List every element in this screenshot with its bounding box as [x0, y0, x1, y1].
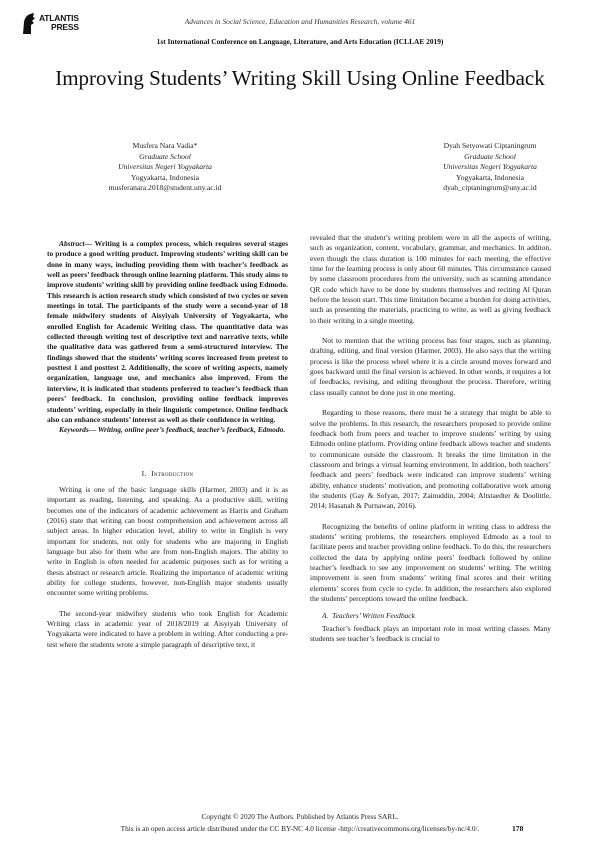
- right-column: [310, 233, 551, 644]
- section-heading-introduction: [47, 469, 288, 479]
- author-email[interactable]: dyah_ciptaningrum@uny.ac.id: [443, 183, 537, 193]
- abstract-text: Writing is a complex process, which requires several stages to produce a good writing product. Improving students’ writing skill can be done in many ways, including providing them with teacher’s feedback as well as peers’ feedback through online learning platform. This study aims to improve students’ writing skill by providing online feedback using Edmodo. This research is action research study which consisted of two cycles or seven meetings in total. The participants of the study were a second-year of 18 female midwifery students of Aisyiyah University of Yogyakarta, who enrolled English for Academic Writing class. The quantitative data was collected through writing test of descriptive text and narrative texts, while the qualitative data was gathered from a semi-structured interview. The findings showed that the students’ writing scores increased from pretest to posttest 1 and posttest 2. Additionally, the score of writing aspects, namely organization, language use, and mechanics also improved. From the interview, it is indicated that students preferred to teacher’s feedback than peers’ feedback. In conclusion, providing online feedback improves students’ writing, especially in their linguistic competence. Online feedback also can enhance students’ interest as well as their confidence in writing.: [47, 239, 288, 424]
- conference-name: 1st International Conference on Language, Literature, and Arts Education (ICLLAE 2019): [156, 37, 444, 46]
- author-university: Universitas Negeri Yogyakarta: [118, 162, 212, 172]
- author-block-1: [50, 141, 280, 194]
- paragraph: Teacher’s feedback plays an important role in most writing classes. Many students see teacher’s feedback is crucial to: [310, 623, 551, 644]
- keywords: [47, 425, 288, 435]
- paragraph: Regarding to those reasons, there must be a strategy that might be able to solve the problems. In this research, the researchers proposed to provide online feedback both from peers and teacher to improve students’ writing by using Edmodo online platform. Providing online feedback allows teacher and students to communicate outside the classroom. It breaks the time limitation in the classroom and brings a virtual learning environment. In addition, both teachers’ feedback and peers’ feedback were indicated can improve students’ writing ability, enhance students’ motivation, and promoting collaborative work among the students (Gay & Sofyan, 2017; Zainuddin, 2004; Altstaedter & Doolittle, 2014; Hasanah & Purnawan, 2016).: [310, 408, 551, 511]
- author-dept: Graduate School: [464, 151, 516, 161]
- author-university: Universitas Negeri Yogyakarta: [443, 162, 537, 172]
- subsection-label: A.: [322, 611, 329, 621]
- publisher-name-line1: ATLANTIS: [39, 13, 79, 23]
- page-number: 178: [512, 824, 524, 833]
- author-name: Dyah Setyowati Ciptaningrum: [443, 141, 537, 150]
- left-column: [47, 239, 288, 650]
- author-email[interactable]: musferanara.2018@student.uny.ac.id: [108, 183, 222, 193]
- paragraph: The second-year midwifery students who took English for Academic Writing class in academic year of 2018/2019 at Aisyiyah University of Yogyakarta were indicated to have a problem in writing. After conducting a pre-test where the students wrote a simple paragraph of descriptive text, it: [47, 608, 288, 649]
- journal-name: Advances in Social Science, Education and Humanities Research, volume 461: [184, 17, 416, 26]
- paragraph: Not to mention that the writing process has four stages, such as planning, drafting, editing, and final version (Harmer, 2003). He also says that the writing process is like the process wheel where it is a circle around moves forward and goes backward until the final version is achieved. In other words, it requires a lot of feedbacks, revising, and editing throughout the process. Therefore, writing class usually cannot be done just in one meeting.: [310, 336, 551, 397]
- author-location: Yogyakarta, Indonesia: [131, 172, 199, 182]
- subsection-title: Teachers’ Written Feedback: [332, 611, 415, 621]
- subsection-heading: [322, 611, 551, 621]
- author-location: Yogyakarta, Indonesia: [456, 172, 524, 182]
- paragraph: Recognizing the benefits of online platform in writing class to address the students’ writing problems, the researchers employed Edmodo as a tool to facilitate peers and teacher providing online feedback. To do this, the researchers collected the data by applying online peers’ feedback followed by online teacher’s feedback to see any improvement on students’ writing. The writing improvement is seen from students’ writing final scores and their writing elements’ scores from cycle to cycle. In addition, the researchers also explored the students’ perceptions toward the online feedback.: [310, 521, 551, 603]
- publisher-name-line2: PRESS: [50, 22, 79, 32]
- footer-license: This is an open access article distributed under the CC BY-NC 4.0 license -http://creativecommons.org/licenses/by-nc/4.0/.: [120, 824, 480, 833]
- author-block-2: [375, 141, 600, 194]
- keywords-label: Keywords—: [59, 425, 97, 435]
- abstract-label: Abstract—: [59, 239, 93, 248]
- keywords-text: Writing, online peer’s feedback, teacher’s feedback, Edmodo.: [96, 425, 286, 435]
- footer-copyright: Copyright © 2020 The Authors. Published by Atlantis Press SARL.: [201, 812, 399, 821]
- author-dept: Graduate School: [139, 151, 191, 161]
- section-number: I.: [141, 468, 147, 478]
- paragraph: revealed that the student’s writing problem were in all the aspects of writing, such as organization, content, vocabulary, grammar, and mechanics. In additon, even though the class duration is 100 minutes for each meeting, the effective time for the learning process is only about 60 minutes. This circumstance caused by some classroom procedures from the university, such as scanning attendance QR code which have to be done by students themselves and reciting Al Quran before the lesson start. This time limitation became a burden for doing activities, such as presenting the materials, practicing to write, as well as giving feedback to their writing in a single meeting.: [310, 233, 551, 325]
- paragraph: Writing is one of the basic language skills (Harmer, 2003) and it is as important as reading, listening, and speaking. As a productive skill, writing becomes one of the indicators of academic achievement as Harris and Graham (2016) state that writing can boost comprehension and achievement across all subject areas. In higher education level, ability to write in English is very important for students, not only for students who are majoring in English language but also for them who are from non-English majors. The ability to write in English is often needed for academic purposes such as for writing a thesis abstract or research article. Realizing the importance of academic writing ability for college students, however, non-English major students usually encounter some writing problems.: [47, 484, 288, 598]
- author-name: Musfera Nara Vadia*: [132, 141, 198, 150]
- paper-title: Improving Students’ Writing Skill Using Online Feedback: [55, 66, 545, 90]
- section-title: Introduction: [151, 468, 194, 478]
- abstract: [47, 239, 288, 425]
